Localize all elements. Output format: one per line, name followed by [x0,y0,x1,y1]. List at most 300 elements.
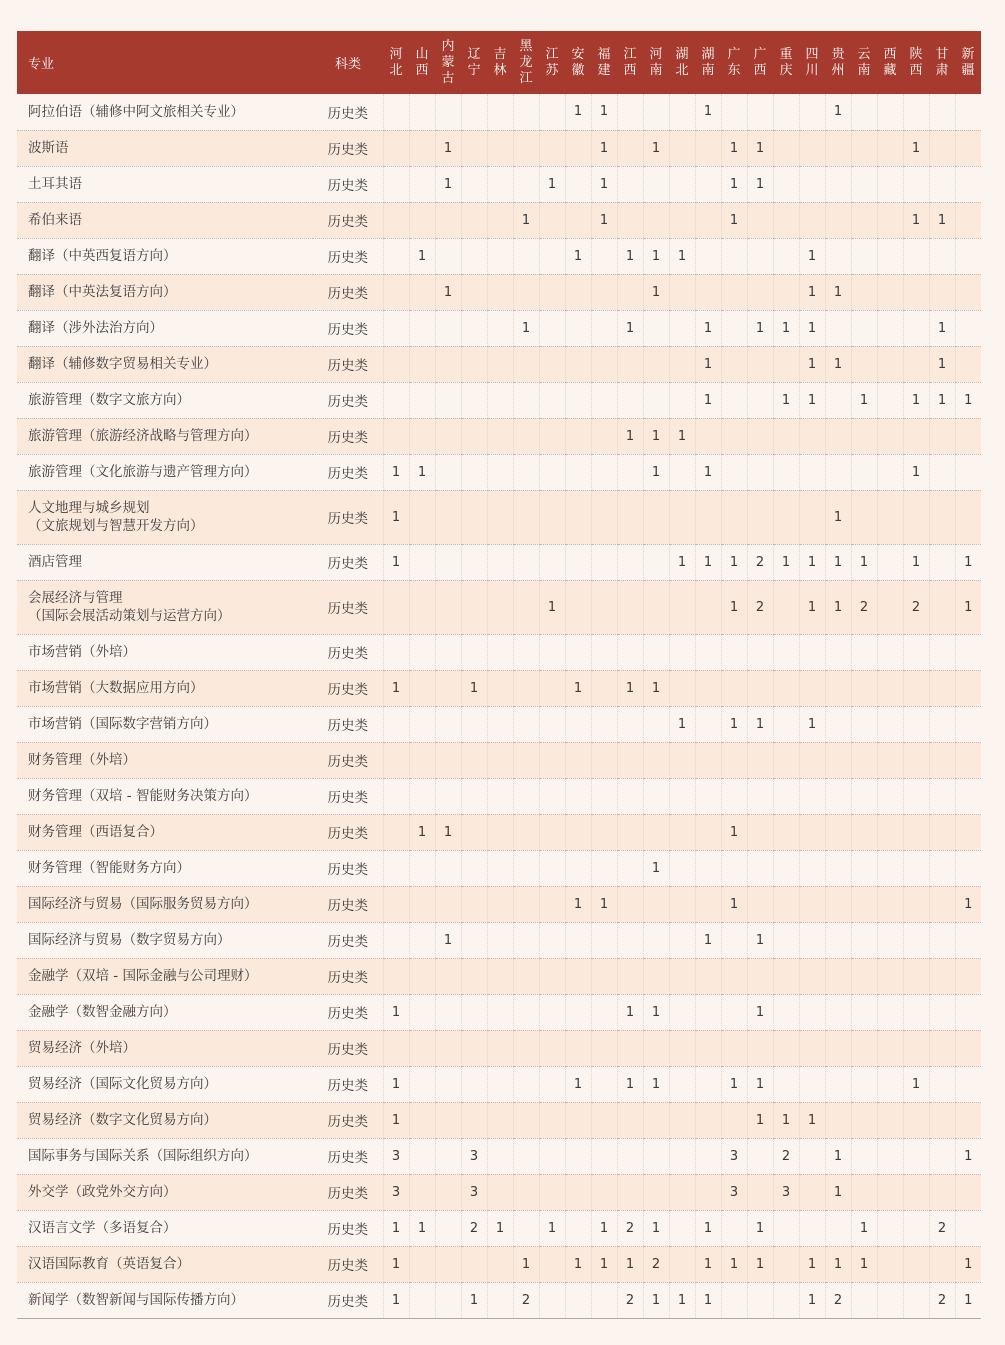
cell-quota [461,580,487,634]
cell-quota [461,1246,487,1282]
table-row [17,580,981,634]
cell-quota: 1 [383,670,409,706]
cell-quota [565,706,591,742]
cell-quota [487,94,513,130]
cell-quota: 1 [487,1210,513,1246]
cell-quota [461,454,487,490]
cell-quota [851,634,877,670]
cell-quota [383,418,409,454]
header-province-char: 西 [623,62,637,78]
cell-quota [851,346,877,382]
major-name-line: 财务管理（智能财务方向） [28,860,190,876]
cell-major [17,166,313,202]
major-name-line: 翻译（涉外法治方向） [28,320,163,336]
cell-quota [669,130,695,166]
cell-quota: 1 [591,130,617,166]
cell-quota [799,1210,825,1246]
major-name-line: 土耳其语 [28,176,82,192]
cell-quota: 1 [383,1102,409,1138]
cell-quota [435,418,461,454]
cell-quota [409,958,435,994]
cell-quota [825,922,851,958]
table-row [17,1138,981,1174]
cell-quota: 1 [903,382,929,418]
cell-quota: 1 [565,94,591,130]
cell-quota: 1 [799,706,825,742]
cell-quota [851,886,877,922]
header-province [591,31,617,94]
cell-quota: 1 [799,310,825,346]
cell-quota: 1 [591,1246,617,1282]
cell-subject: 历史类 [313,634,383,670]
cell-quota [513,130,539,166]
cell-subject: 历史类 [313,670,383,706]
cell-quota [539,454,565,490]
cell-quota [877,382,903,418]
header-province-char: 河 [649,46,663,62]
cell-quota [669,742,695,778]
cell-quota: 1 [721,886,747,922]
cell-quota [461,274,487,310]
cell-quota [513,778,539,814]
cell-quota [461,202,487,238]
cell-subject: 历史类 [313,274,383,310]
cell-quota [487,490,513,544]
header-province-char: 林 [493,62,507,78]
cell-quota [955,850,981,886]
cell-quota [565,166,591,202]
cell-quota [565,958,591,994]
cell-quota: 1 [409,814,435,850]
cell-quota [591,1066,617,1102]
cell-quota [435,238,461,274]
cell-quota: 2 [617,1282,643,1318]
cell-quota [487,706,513,742]
cell-quota [539,850,565,886]
cell-quota [409,418,435,454]
cell-quota [383,274,409,310]
table-row [17,706,981,742]
major-name-line: 贸易经济（数字文化贸易方向） [28,1112,217,1128]
cell-quota [669,1030,695,1066]
cell-quota [851,310,877,346]
cell-quota: 1 [721,1066,747,1102]
cell-quota: 1 [955,580,981,634]
cell-quota: 1 [747,1246,773,1282]
cell-quota [643,346,669,382]
cell-quota [565,1210,591,1246]
header-province-char: 安 [571,46,585,62]
table-row [17,1030,981,1066]
cell-quota [617,634,643,670]
cell-quota [565,850,591,886]
cell-quota: 1 [773,382,799,418]
cell-quota [513,94,539,130]
cell-quota [929,130,955,166]
cell-quota: 1 [721,166,747,202]
header-province-char: 西 [883,46,897,62]
cell-quota [695,274,721,310]
cell-quota [539,490,565,544]
cell-quota [877,670,903,706]
cell-quota [747,418,773,454]
table-row [17,922,981,958]
header-province-char: 云 [857,46,871,62]
cell-quota [799,1066,825,1102]
cell-quota [877,1282,903,1318]
cell-quota [591,310,617,346]
cell-quota [825,778,851,814]
cell-quota [851,670,877,706]
cell-quota: 1 [851,544,877,580]
cell-quota [409,994,435,1030]
cell-quota: 1 [565,238,591,274]
cell-quota [799,94,825,130]
cell-quota [539,418,565,454]
cell-quota [955,94,981,130]
cell-quota: 1 [565,1246,591,1282]
cell-quota [617,274,643,310]
cell-quota: 1 [825,1174,851,1210]
header-province [747,31,773,94]
table-row [17,958,981,994]
cell-quota [851,850,877,886]
cell-quota: 1 [643,670,669,706]
cell-quota: 1 [409,238,435,274]
cell-quota: 1 [903,454,929,490]
cell-quota [851,1102,877,1138]
cell-quota [747,634,773,670]
table-row [17,454,981,490]
cell-quota [669,94,695,130]
cell-quota [591,274,617,310]
header-province [409,31,435,94]
cell-quota [799,670,825,706]
cell-quota [799,778,825,814]
cell-quota [695,1102,721,1138]
table-row [17,1246,981,1282]
cell-major [17,1210,313,1246]
cell-subject: 历史类 [313,544,383,580]
header-province-char: 东 [727,62,741,78]
cell-quota [591,1030,617,1066]
cell-quota [383,310,409,346]
cell-quota: 1 [669,1282,695,1318]
cell-quota [773,814,799,850]
cell-quota [851,274,877,310]
cell-quota [617,454,643,490]
header-province [435,31,461,94]
cell-quota [695,202,721,238]
cell-quota [409,1138,435,1174]
cell-quota: 1 [695,310,721,346]
cell-quota [435,1246,461,1282]
cell-quota [721,1282,747,1318]
cell-quota [669,1246,695,1282]
cell-quota [435,580,461,634]
cell-quota [435,670,461,706]
cell-quota [851,994,877,1030]
cell-quota [409,1030,435,1066]
cell-quota: 1 [669,418,695,454]
table-row [17,670,981,706]
cell-quota [851,238,877,274]
cell-major [17,922,313,958]
cell-quota [903,1174,929,1210]
cell-quota [617,742,643,778]
cell-quota [669,634,695,670]
cell-quota [903,1246,929,1282]
cell-subject: 历史类 [313,418,383,454]
cell-quota [851,706,877,742]
cell-quota [903,94,929,130]
header-major: 专业 [17,31,313,94]
cell-quota [877,1174,903,1210]
cell-quota: 1 [383,454,409,490]
cell-quota: 1 [695,1210,721,1246]
header-province-char: 辽 [467,46,481,62]
cell-quota [851,454,877,490]
cell-quota [903,1210,929,1246]
cell-major [17,202,313,238]
table-row [17,850,981,886]
cell-quota [747,274,773,310]
cell-quota [435,1174,461,1210]
cell-quota [487,1102,513,1138]
cell-quota [461,238,487,274]
cell-quota: 2 [929,1282,955,1318]
cell-quota [487,310,513,346]
cell-subject: 历史类 [313,922,383,958]
cell-quota [721,778,747,814]
cell-quota [539,310,565,346]
cell-quota [747,670,773,706]
table-header [17,31,981,94]
cell-subject: 历史类 [313,850,383,886]
cell-quota [539,1066,565,1102]
cell-quota [591,778,617,814]
cell-quota: 1 [721,1246,747,1282]
major-name-line: 金融学（数智金融方向） [28,1004,177,1020]
cell-quota [773,274,799,310]
cell-quota [773,418,799,454]
major-name-line: 人文地理与城乡规划 [28,500,150,516]
cell-quota [565,544,591,580]
cell-quota [721,670,747,706]
cell-quota [617,886,643,922]
cell-quota [617,850,643,886]
cell-quota [487,814,513,850]
cell-quota [539,778,565,814]
cell-quota [851,1138,877,1174]
cell-quota [877,742,903,778]
cell-quota [409,166,435,202]
table-row [17,886,981,922]
cell-quota [747,490,773,544]
cell-quota [539,706,565,742]
cell-quota [617,778,643,814]
cell-quota [435,742,461,778]
cell-quota [513,1102,539,1138]
cell-quota: 2 [747,544,773,580]
cell-quota: 1 [851,382,877,418]
cell-quota: 1 [955,382,981,418]
cell-subject: 历史类 [313,1246,383,1282]
cell-quota: 1 [513,310,539,346]
cell-quota [929,166,955,202]
cell-quota [695,778,721,814]
cell-quota: 1 [591,166,617,202]
cell-quota [513,886,539,922]
cell-quota [617,1174,643,1210]
cell-quota [591,742,617,778]
cell-quota [929,1138,955,1174]
cell-quota [513,850,539,886]
cell-quota [409,1174,435,1210]
cell-quota: 1 [929,346,955,382]
cell-quota: 1 [617,670,643,706]
major-name-line: 汉语言文学（多语复合） [28,1220,177,1236]
cell-quota: 1 [435,166,461,202]
cell-quota [955,1102,981,1138]
cell-quota [903,922,929,958]
cell-quota [903,418,929,454]
table-row [17,1102,981,1138]
cell-quota [955,310,981,346]
cell-quota [903,814,929,850]
table-row [17,778,981,814]
header-province-char: 西 [753,62,767,78]
cell-quota [747,1138,773,1174]
cell-subject: 历史类 [313,130,383,166]
cell-quota [643,544,669,580]
header-province [617,31,643,94]
cell-quota [955,814,981,850]
cell-quota [695,670,721,706]
header-province-char: 北 [389,62,403,78]
cell-quota [929,778,955,814]
header-subject: 科类 [313,31,383,94]
cell-quota [435,202,461,238]
cell-quota [383,706,409,742]
cell-major [17,1138,313,1174]
cell-quota [799,922,825,958]
header-province [539,31,565,94]
header-province [643,31,669,94]
cell-quota [513,1174,539,1210]
header-province-char: 蒙 [441,54,455,70]
cell-quota [591,454,617,490]
major-name-line: 贸易经济（外培） [28,1040,136,1056]
cell-quota [825,166,851,202]
cell-quota [643,886,669,922]
cell-quota [877,634,903,670]
cell-quota: 2 [903,580,929,634]
cell-quota: 1 [721,202,747,238]
cell-quota [461,346,487,382]
cell-quota [513,382,539,418]
major-name-line: 翻译（中英西复语方向） [28,248,177,264]
cell-subject: 历史类 [313,580,383,634]
cell-quota [877,814,903,850]
cell-quota [903,1282,929,1318]
cell-quota [669,922,695,958]
cell-quota [617,958,643,994]
cell-quota [617,382,643,418]
major-name-line: 汉语国际教育（英语复合） [28,1256,190,1272]
cell-quota: 1 [721,706,747,742]
cell-quota [747,382,773,418]
major-name-line: 金融学（双培 - 国际金融与公司理财） [28,968,258,984]
cell-quota [539,1030,565,1066]
cell-quota [903,310,929,346]
cell-quota [955,922,981,958]
header-province-char: 南 [701,62,715,78]
cell-quota: 1 [461,1282,487,1318]
cell-quota [591,238,617,274]
cell-quota [643,778,669,814]
table-row [17,418,981,454]
cell-quota [721,454,747,490]
cell-quota [669,346,695,382]
cell-quota [669,994,695,1030]
cell-quota: 1 [747,166,773,202]
cell-quota [513,238,539,274]
cell-quota: 1 [825,1246,851,1282]
cell-quota [851,130,877,166]
cell-quota [487,382,513,418]
cell-quota [825,1102,851,1138]
cell-quota [773,958,799,994]
cell-quota [825,310,851,346]
cell-quota [565,1102,591,1138]
cell-subject: 历史类 [313,1102,383,1138]
cell-quota [539,886,565,922]
cell-quota [565,922,591,958]
cell-quota [565,418,591,454]
cell-quota: 3 [721,1174,747,1210]
cell-quota [461,958,487,994]
cell-quota [565,1282,591,1318]
major-name-line: 旅游管理（旅游经济战略与管理方向） [28,428,258,444]
cell-quota [513,490,539,544]
cell-quota [825,418,851,454]
table-row [17,94,981,130]
cell-quota [669,580,695,634]
cell-subject: 历史类 [313,310,383,346]
cell-quota [435,850,461,886]
cell-quota [539,670,565,706]
cell-quota [591,580,617,634]
cell-quota [903,1102,929,1138]
cell-subject: 历史类 [313,202,383,238]
cell-quota [643,1102,669,1138]
cell-quota [409,922,435,958]
cell-quota [435,1282,461,1318]
header-province-char: 西 [909,62,923,78]
cell-quota [643,310,669,346]
cell-quota [513,922,539,958]
major-name-line: 阿拉伯语（辅修中阿文旅相关专业） [28,103,244,120]
cell-major [17,310,313,346]
cell-major [17,742,313,778]
header-province-char: 庆 [779,62,793,78]
cell-quota [513,670,539,706]
cell-quota [461,634,487,670]
header-province-char: 古 [441,70,455,86]
header-province-char: 四 [805,46,819,62]
cell-quota [903,1030,929,1066]
